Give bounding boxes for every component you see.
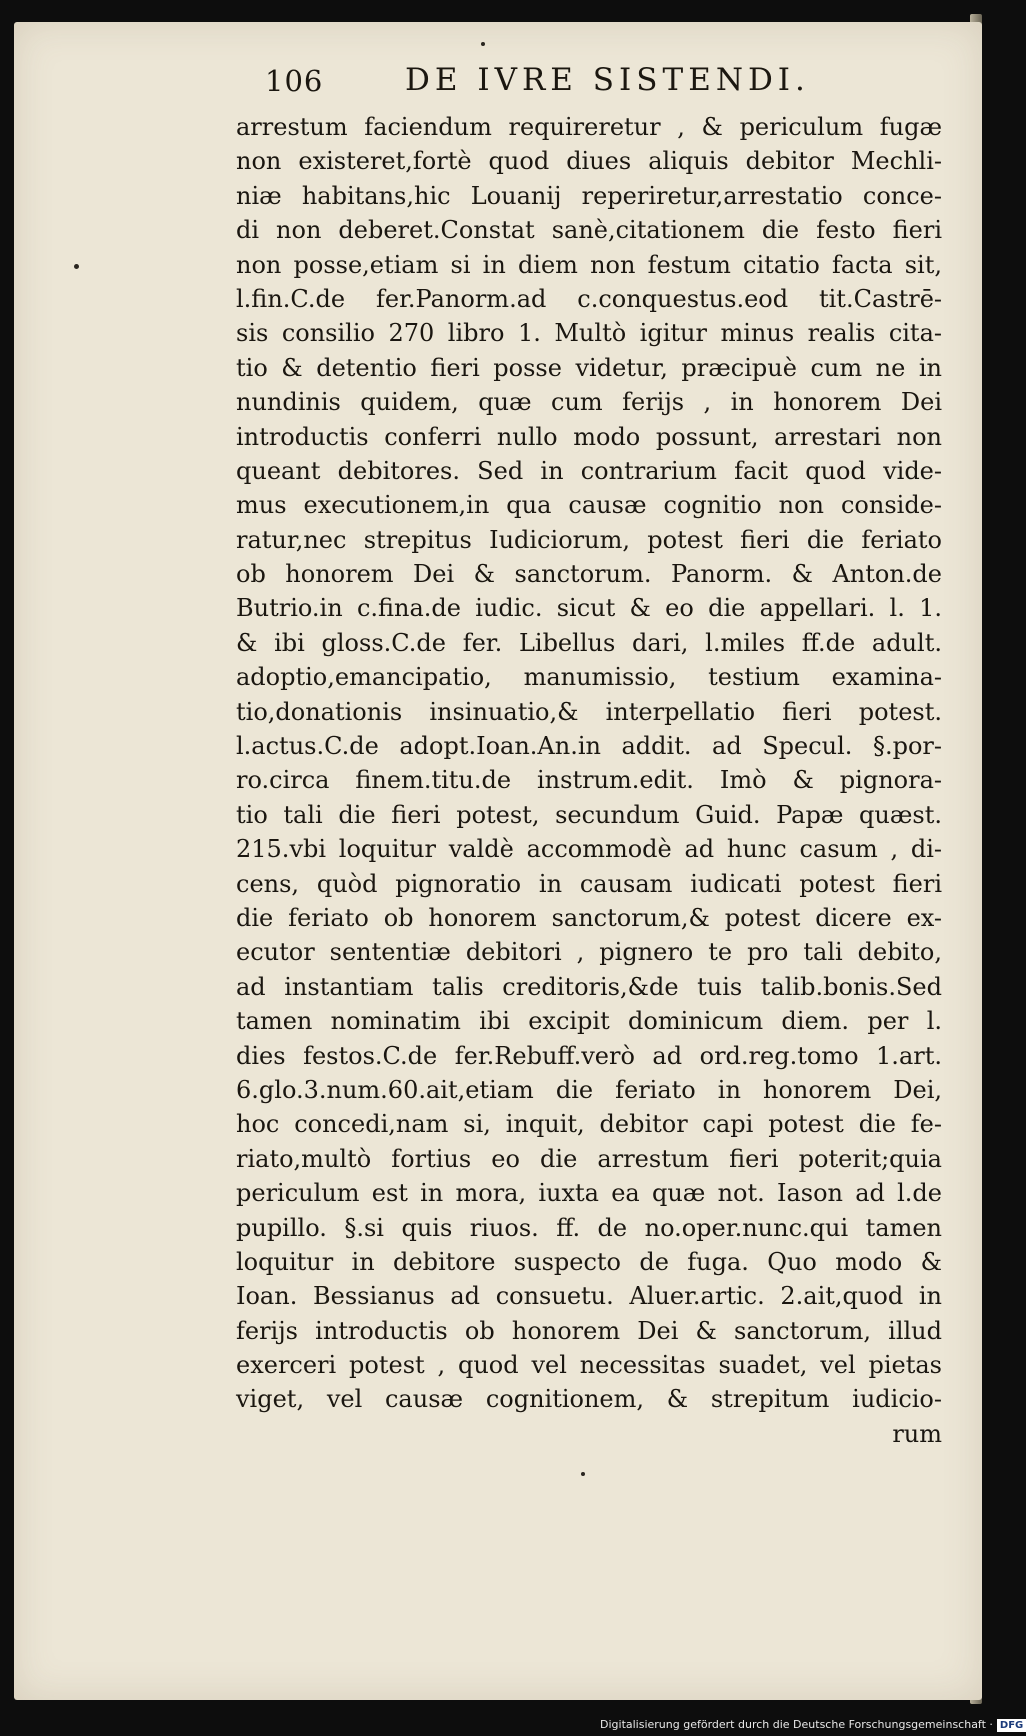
text-line: nundinis quidem, quæ cum ferijs , in honorem Dei <box>236 388 942 417</box>
text-line: viget, vel causæ cognitionem, & strepitum iudicio- <box>236 1385 942 1414</box>
text-line: Butrio.in c.fina.de iudic. sicut & eo die appellari. l. 1. <box>236 594 942 623</box>
text-line: tio & detentio fieri posse videtur, præcipuè cum ne in <box>236 353 942 382</box>
text-line: riato,multò fortius eo die arrestum fieri poterit;quia <box>236 1144 942 1173</box>
text-line: ad instantiam talis creditoris,&de tuis talib.bonis.Sed <box>236 972 942 1001</box>
catchword: rum <box>892 1419 942 1448</box>
text-line: ro.circa finem.titu.de instrum.edit. Imò & pignora- <box>236 766 942 795</box>
ink-speck <box>481 42 485 46</box>
text-line: die feriato ob honorem sanctorum,& potest dicere ex- <box>236 903 942 932</box>
text-line: mus executionem,in qua causæ cognitio non conside- <box>236 491 942 520</box>
dfg-logo-icon: DFG <box>997 1719 1026 1732</box>
text-line: tamen nominatim ibi excipit dominicum diem. per l. <box>236 1007 942 1036</box>
text-line: adoptio,emancipatio, manumissio, testium examina- <box>236 663 942 692</box>
ink-speck <box>581 1472 585 1476</box>
text-line: ob honorem Dei & sanctorum. Panorm. & Anton.de <box>236 560 942 589</box>
text-line: l.actus.C.de adopt.Ioan.An.in addit. ad Specul. §.por- <box>236 732 942 761</box>
text-line: hoc concedi,nam si, inquit, debitor capi potest die fe- <box>236 1110 942 1139</box>
running-title: DE IVRE SISTENDI. <box>405 62 810 98</box>
text-line: sis consilio 270 libro 1. Multò igitur minus realis cita- <box>236 319 942 348</box>
text-line: di non deberet.Constat sanè,citationem die festo fieri <box>236 216 942 245</box>
text-line: tio,donationis insinuatio,& interpellatio fieri potest. <box>236 697 942 726</box>
body-text <box>236 110 942 1451</box>
page-header <box>265 56 865 106</box>
credit-text: Digitalisierung gefördert durch die Deutsche Forschungsgemeinschaft · <box>600 1718 993 1731</box>
text-line: dies festos.C.de fer.Rebuff.verò ad ord.reg.tomo 1.art. <box>236 1041 942 1070</box>
text-line: loquitur in debitore suspecto de fuga. Quo modo & <box>236 1247 942 1276</box>
text-line: introductis conferri nullo modo possunt, arrestari non <box>236 422 942 451</box>
text-line: exerceri potest , quod vel necessitas suadet, vel pietas <box>236 1351 942 1380</box>
text-line: ecutor sententiæ debitori , pignero te pro tali debito, <box>236 938 942 967</box>
text-line: 215.vbi loquitur valdè accommodè ad hunc casum , di- <box>236 835 942 864</box>
text-line: 6.glo.3.num.60.ait,etiam die feriato in honorem Dei, <box>236 1075 942 1104</box>
text-line: l.fin.C.de fer.Panorm.ad c.conquestus.eod tit.Castrē- <box>236 284 942 313</box>
ink-speck <box>74 264 79 269</box>
text-line: queant debitores. Sed in contrarium facit quod vide- <box>236 456 942 485</box>
text-line: non existeret,fortè quod diues aliquis debitor Mechli- <box>236 147 942 176</box>
text-line: & ibi gloss.C.de fer. Libellus dari, l.miles ff.de adult. <box>236 628 942 657</box>
text-line: cens, quòd pignoratio in causam iudicati potest fieri <box>236 869 942 898</box>
text-line: non posse,etiam si in diem non festum citatio facta sit, <box>236 250 942 279</box>
text-line: ratur,nec strepitus Iudiciorum, potest fieri die feriato <box>236 525 942 554</box>
text-line: ferijs introductis ob honorem Dei & sanctorum, illud <box>236 1316 942 1345</box>
text-line: pupillo. §.si quis riuos. ff. de no.oper.nunc.qui tamen <box>236 1213 942 1242</box>
text-line: Ioan. Bessianus ad consuetu. Aluer.artic. 2.ait,quod in <box>236 1282 942 1311</box>
text-line: periculum est in mora, iuxta ea quæ not. Iason ad l.de <box>236 1179 942 1208</box>
digitization-credit <box>600 1718 1024 1734</box>
text-line: arrestum faciendum requireretur , & periculum fugæ <box>236 113 942 141</box>
page-number: 106 <box>265 64 324 98</box>
text-line: niæ habitans,hic Louanij reperiretur,arrestatio conce- <box>236 181 942 210</box>
text-line: tio tali die fieri potest, secundum Guid. Papæ quæst. <box>236 800 942 829</box>
